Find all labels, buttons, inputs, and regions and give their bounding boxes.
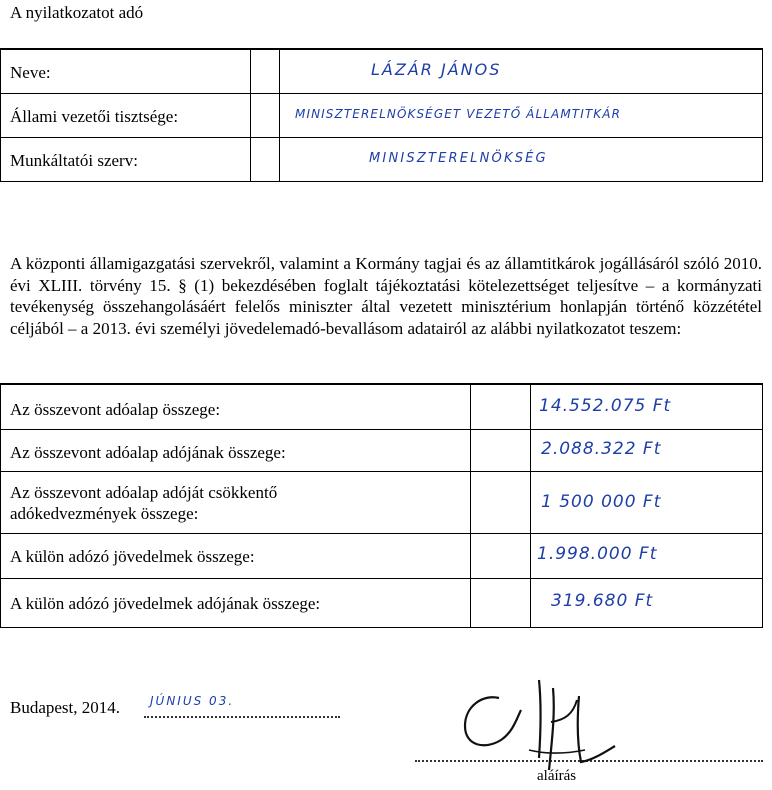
tax-base-value: 14.552.075 Ft [539,396,672,416]
tax-amount-value: 2.088.322 Ft [541,439,662,459]
table-row [1,471,762,534]
signature-label: aláírás [537,768,577,784]
employer-value: MINISZTERELNÖKSÉG [369,151,548,166]
separate-income-tax-value: 319.680 Ft [551,591,654,611]
table-row [1,578,762,628]
position-value: MINISZTERELNÖKSÉGET VEZETŐ ÁLLAMTITKÁR [295,107,622,121]
table-row [1,137,762,182]
tax-credit-label: Az összevont adóalap adóját csökkentő adókedvezmények összege: [10,483,278,523]
declarant-table [0,48,763,182]
tax-base-label: Az összevont adóalap összege: [10,400,221,419]
separate-income-label: A külön adózó jövedelmek összege: [10,547,255,566]
table-row [1,93,762,138]
separate-income-value: 1.998.000 Ft [537,544,658,564]
date-dotted-line [144,716,340,718]
place-date: Budapest, 2014. [10,698,121,717]
date-handwritten: JÚNIUS 03. [150,694,235,708]
table-row [1,533,762,579]
position-label: Állami vezetői tisztsége: [10,107,179,126]
tax-table [0,383,763,628]
declaration-paragraph: A központi államigazgatási szervekről, valamint a Kormány tagjai és az államtitkárok jogállásáról szóló 2010. évi XLIII. törvény 15. § (1) bekezdésében foglalt tájékoztatási kötelezettséget teljesítve – a kormányzati tevékenység összehangolásáért felelős miniszter által vezetett minisztérium honlapján történő közzététel céljából – a 2013. évi személyi jövedelemadó-bevallásom adatairól az alábbi nyilatkozatot teszem: [10,254,762,338]
table-row [1,429,762,472]
table-row [1,384,762,430]
tax-amount-label: Az összevont adóalap adójának összege: [10,443,286,462]
declarant-heading: A nyilatkozatot adó [10,3,144,22]
separate-income-tax-label: A külön adózó jövedelmek adójának összege: [10,594,321,613]
table-row [1,49,762,94]
tax-credit-value: 1 500 000 Ft [541,492,662,512]
name-value: LÁZÁR JÁNOS [371,60,502,79]
employer-label: Munkáltatói szerv: [10,151,138,170]
name-label: Neve: [10,63,51,82]
